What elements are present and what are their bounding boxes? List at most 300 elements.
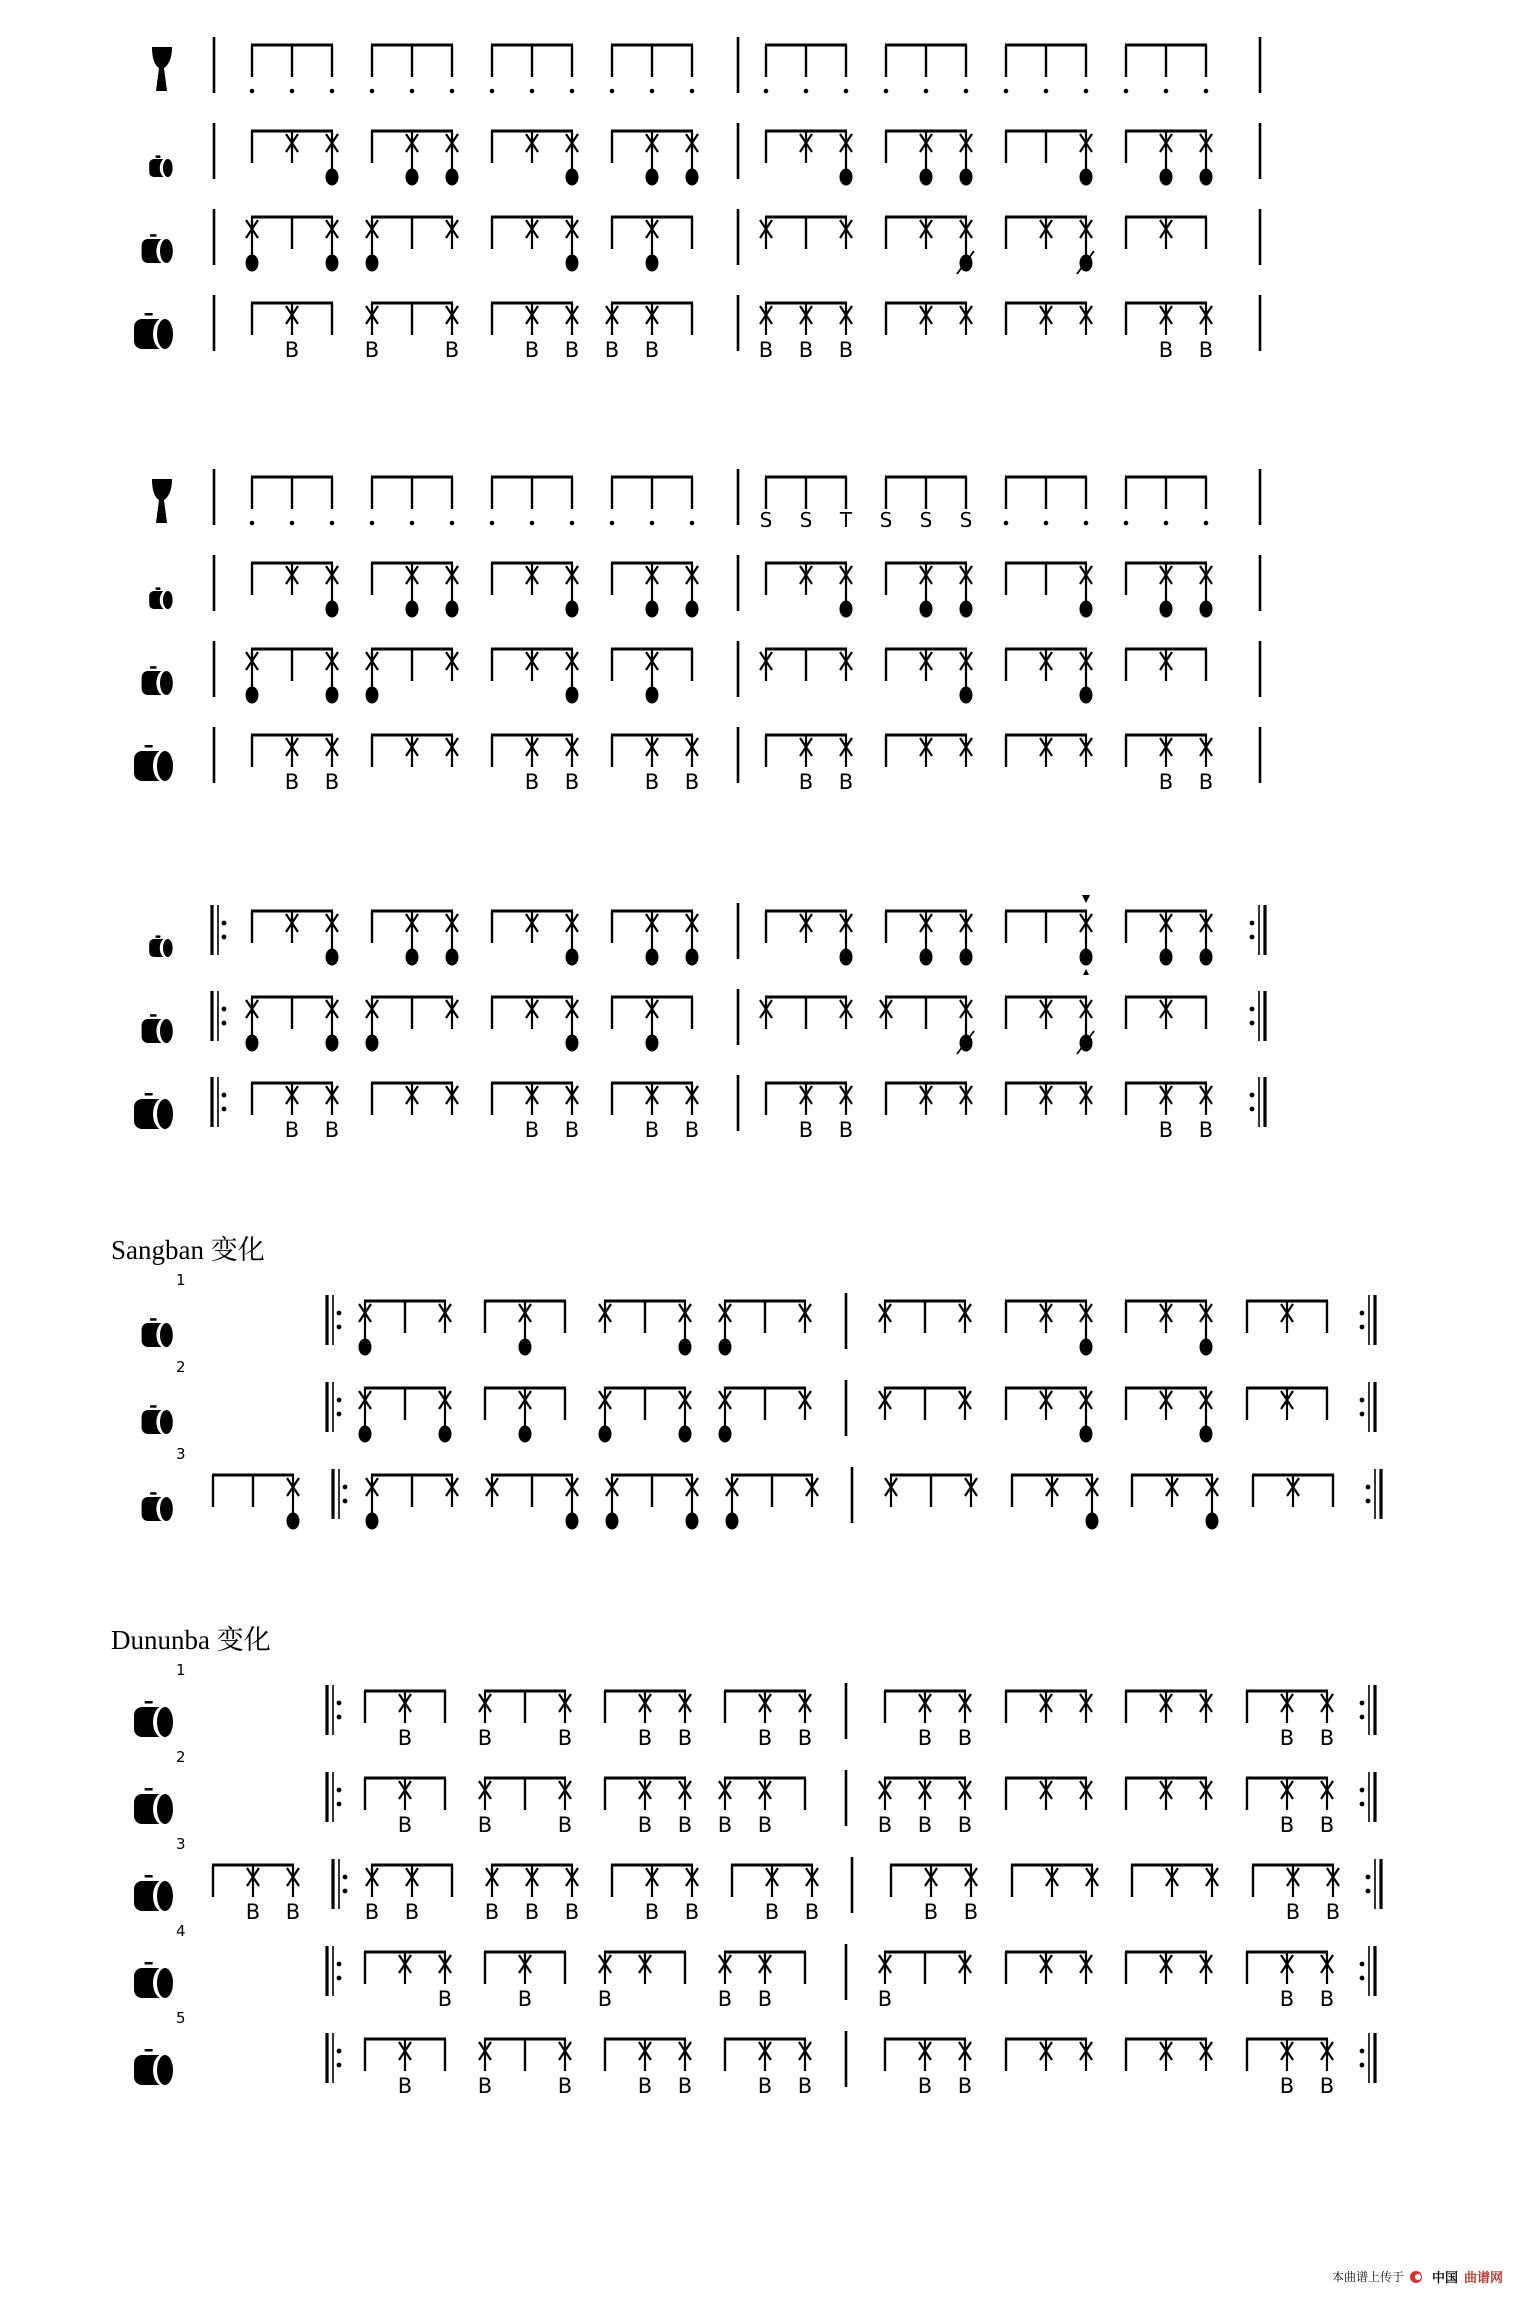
kenkeni-icon	[149, 935, 174, 958]
slap-letter: S	[959, 508, 973, 532]
pulse	[960, 303, 972, 335]
bass-letter: B	[1319, 1813, 1335, 1837]
pulse	[285, 735, 299, 794]
open-stroke-dot	[439, 1426, 452, 1443]
pulse	[1040, 1301, 1052, 1333]
pulse	[920, 563, 933, 618]
beat-group	[598, 1952, 686, 2011]
open-stroke-dot	[719, 1339, 732, 1356]
open-stroke-dot	[1080, 949, 1093, 966]
pulse	[650, 45, 655, 93]
open-stroke-dot	[366, 1035, 379, 1052]
beat-group	[371, 911, 459, 966]
watermark-footer	[1332, 2267, 1503, 2286]
pulse	[799, 1083, 813, 1142]
repeat-start-sign	[327, 1772, 341, 1822]
dununba-variations	[134, 1661, 1381, 2098]
sangban-icon	[142, 1492, 175, 1522]
beat-group	[246, 649, 339, 704]
pulse	[1320, 2039, 1334, 2098]
rest-dot	[1164, 89, 1169, 94]
bass-letter: B	[838, 338, 854, 362]
bass-letter: B	[804, 1900, 820, 1924]
bass-letter: B	[717, 1987, 733, 2011]
open-stroke-dot	[1160, 601, 1173, 618]
pulse	[1080, 563, 1093, 618]
bass-letter: B	[557, 2074, 573, 2098]
variation-number: 1	[176, 1661, 186, 1679]
beat-group	[250, 45, 335, 93]
bass-letter: B	[798, 1118, 814, 1142]
beat-group	[880, 997, 974, 1054]
pulse	[478, 2039, 492, 2098]
pulse	[884, 45, 889, 93]
open-stroke-dot	[246, 687, 259, 704]
rest-dot	[1084, 89, 1089, 94]
open-stroke-dot	[1086, 1513, 1099, 1530]
pulse	[566, 997, 579, 1052]
pulse	[679, 1388, 692, 1443]
rest-dot	[964, 89, 969, 94]
beat-group	[606, 1475, 699, 1530]
pulse	[650, 477, 655, 525]
rest-dot	[1044, 89, 1049, 94]
variation-number: 3	[176, 1445, 186, 1463]
pulse	[686, 131, 699, 186]
variation-row-2	[142, 1358, 1375, 1443]
bass-letter: B	[324, 1118, 340, 1142]
beat-group	[879, 1388, 971, 1420]
repeat-end-sign	[1250, 991, 1265, 1041]
pulse	[760, 997, 772, 1029]
bass-letter: B	[1279, 2074, 1295, 2098]
beat-group	[1246, 1691, 1334, 1750]
bass-letter: B	[963, 1900, 979, 1924]
beat-group	[604, 1691, 692, 1750]
beat-group	[484, 1952, 566, 2011]
pulse	[840, 563, 853, 618]
bass-letter: B	[877, 1987, 893, 2011]
pulse	[646, 217, 659, 272]
pulse	[530, 477, 535, 525]
bass-letter: B	[684, 1900, 700, 1924]
slap-letter: S	[879, 508, 893, 532]
pulse	[605, 303, 619, 362]
bass-letter: B	[477, 1813, 493, 1837]
pulse	[446, 217, 458, 249]
bass-letter: B	[284, 770, 300, 794]
pulse	[1084, 45, 1089, 93]
pulse	[1200, 1691, 1212, 1723]
pulse	[1080, 131, 1093, 186]
beat-group	[1005, 1388, 1093, 1443]
repeat-end-sign	[1366, 1469, 1381, 1519]
pulse	[798, 2039, 812, 2098]
beat-group	[599, 1301, 692, 1356]
pulse	[1326, 1865, 1340, 1924]
bass-letter: B	[1279, 1726, 1295, 1750]
pulse	[638, 1691, 652, 1750]
open-stroke-dot	[840, 949, 853, 966]
beat-group	[1125, 2039, 1212, 2071]
pulse	[840, 131, 853, 186]
beat-group	[359, 1388, 452, 1443]
repeat-end-sign	[1250, 905, 1265, 955]
bass-letter: B	[637, 2074, 653, 2098]
beat-group	[365, 1865, 453, 1924]
variation-number: 2	[176, 1358, 186, 1376]
rest-dot	[330, 521, 335, 526]
open-stroke-dot	[1160, 169, 1173, 186]
open-stroke-dot	[646, 255, 659, 272]
open-stroke-dot	[446, 169, 459, 186]
pulse	[760, 649, 772, 681]
staff-dununba	[134, 295, 1260, 362]
open-stroke-dot	[679, 1426, 692, 1443]
beat-group	[1252, 1865, 1340, 1924]
bass-letter: B	[637, 1726, 653, 1750]
variation-number: 1	[176, 1271, 186, 1289]
rest-dot	[250, 89, 255, 94]
pulse	[759, 303, 773, 362]
pulse	[1200, 2039, 1212, 2071]
repeat-end-sign	[1360, 1382, 1375, 1432]
pulse	[1086, 1865, 1098, 1897]
open-stroke-dot	[686, 169, 699, 186]
djembe-icon	[152, 47, 172, 91]
bass-letter: B	[917, 1726, 933, 1750]
pulse	[1040, 1083, 1052, 1115]
staff-kenkeni	[149, 555, 1260, 618]
pulse	[399, 1952, 411, 1984]
open-stroke-dot	[840, 169, 853, 186]
pulse	[1206, 1475, 1219, 1530]
pulse	[958, 1778, 972, 1837]
pulse	[359, 1388, 372, 1443]
beat-group	[1252, 1475, 1334, 1507]
pulse	[1200, 911, 1213, 966]
pulse	[686, 563, 699, 618]
pulse	[566, 131, 579, 186]
pulse	[1200, 1778, 1212, 1810]
beat-group	[1125, 1083, 1213, 1142]
pulse	[1160, 1952, 1172, 1984]
beat-group	[885, 1083, 972, 1115]
beat-group	[885, 1475, 977, 1507]
beat-group	[611, 649, 693, 704]
open-stroke-dot	[326, 169, 339, 186]
beat-group	[1131, 1865, 1218, 1897]
pulse	[365, 1865, 379, 1924]
pulse	[920, 131, 933, 186]
open-stroke-dot	[726, 1513, 739, 1530]
bass-letter: B	[1198, 770, 1214, 794]
open-stroke-dot	[446, 601, 459, 618]
beat-group	[880, 477, 973, 532]
beat-group	[890, 1865, 978, 1924]
upload-text: 本曲谱上传于	[1331, 2270, 1404, 2284]
open-stroke-dot	[366, 255, 379, 272]
system-1	[134, 37, 1260, 362]
pulse	[758, 1691, 772, 1750]
pulse	[1080, 1301, 1093, 1356]
staff-sangban	[142, 641, 1260, 704]
rest-dot	[370, 521, 375, 526]
rest-dot	[530, 521, 535, 526]
pulse	[958, 2039, 972, 2098]
variation-row-4	[134, 1922, 1375, 2011]
staff-dununba	[134, 1075, 1265, 1142]
beat-group	[1005, 649, 1093, 704]
bass-letter: B	[644, 770, 660, 794]
rest-dot	[290, 521, 295, 526]
beat-group	[885, 217, 974, 274]
open-stroke-dot	[920, 169, 933, 186]
bass-letter: B	[437, 1987, 453, 2011]
beat-group	[246, 997, 339, 1052]
pulse	[1164, 477, 1169, 525]
pulse	[839, 303, 853, 362]
bass-letter: B	[684, 770, 700, 794]
sangban-variations	[142, 1271, 1381, 1530]
pulse	[924, 1865, 938, 1924]
open-stroke-dot	[1080, 1426, 1093, 1443]
pulse	[325, 1083, 339, 1142]
dununba-icon	[134, 2049, 175, 2087]
djembe-icon	[152, 479, 172, 523]
open-stroke-dot	[646, 949, 659, 966]
bass-letter: B	[923, 1900, 939, 1924]
pulse	[1280, 1778, 1294, 1837]
bass-letter: B	[757, 1813, 773, 1837]
beat-group	[1005, 563, 1093, 618]
pulse	[690, 477, 695, 525]
pulse	[285, 1083, 299, 1142]
pulse	[565, 1865, 579, 1924]
beat-group	[484, 1388, 566, 1443]
beat-group	[718, 1778, 806, 1837]
pulse	[410, 477, 415, 525]
beat-group	[1125, 563, 1213, 618]
open-stroke-dot	[566, 601, 579, 618]
pulse	[958, 1691, 972, 1750]
pulse	[525, 1865, 539, 1924]
rest-dot	[1044, 521, 1049, 526]
pulse	[646, 911, 659, 966]
pulse	[490, 477, 495, 525]
pulse	[566, 911, 579, 966]
rest-dot	[1004, 521, 1009, 526]
beat-group	[366, 997, 459, 1052]
pulse	[439, 1301, 451, 1333]
beat-group	[604, 1778, 692, 1837]
pulse	[959, 1301, 971, 1333]
pulse	[326, 997, 339, 1052]
repeat-end-sign	[1360, 1946, 1375, 1996]
pulse	[800, 911, 812, 943]
bass-letter: B	[677, 1813, 693, 1837]
bass-letter: B	[245, 1900, 261, 1924]
beat-group	[212, 1865, 300, 1924]
rest-dot	[884, 89, 889, 94]
pulse	[920, 1083, 932, 1115]
pulse	[685, 1083, 699, 1142]
pulse	[326, 131, 339, 186]
pulse	[330, 477, 335, 525]
open-stroke-dot	[326, 601, 339, 618]
bass-letter: B	[557, 1813, 573, 1837]
pulse	[799, 1301, 811, 1333]
pulse	[646, 131, 659, 186]
pulse	[1080, 911, 1093, 966]
pulse	[1200, 1388, 1213, 1443]
pulse	[446, 131, 459, 186]
beat-group	[251, 563, 339, 618]
pulse	[718, 1952, 732, 2011]
bass-letter: B	[284, 338, 300, 362]
beat-group	[1125, 911, 1213, 966]
beat-group	[484, 1301, 566, 1356]
beat-group	[1004, 45, 1089, 93]
pulse	[920, 217, 932, 249]
beat-group	[724, 1691, 812, 1750]
pulse	[570, 477, 575, 525]
brand-name-a: 中国	[1431, 2271, 1458, 2286]
open-stroke-dot	[1200, 1339, 1213, 1356]
pulse	[1080, 649, 1093, 704]
bass-letter: B	[798, 338, 814, 362]
rest-dot	[370, 89, 375, 94]
repeat-end-sign	[1366, 1859, 1381, 1909]
bass-letter: B	[757, 1726, 773, 1750]
pulse	[1046, 1865, 1058, 1897]
pulse	[678, 1691, 692, 1750]
variation-row-3	[134, 1835, 1381, 1924]
pulse	[438, 1952, 452, 2011]
beat-group	[364, 1691, 446, 1750]
beat-group	[1011, 1865, 1098, 1897]
beat-group	[366, 1475, 459, 1530]
pulse	[964, 45, 969, 93]
open-stroke-dot	[960, 949, 973, 966]
open-stroke-dot	[566, 1513, 579, 1530]
open-stroke-dot	[1080, 601, 1093, 618]
pulse	[526, 997, 538, 1029]
rest-dot	[690, 521, 695, 526]
open-stroke-dot	[646, 687, 659, 704]
pulse	[1040, 649, 1052, 681]
repeat-start-sign	[212, 1077, 226, 1127]
bass-letter: B	[397, 2074, 413, 2098]
pulse	[646, 649, 659, 704]
bass-letter: B	[444, 338, 460, 362]
bass-letter: B	[285, 1900, 301, 1924]
beat-group	[1246, 1388, 1328, 1420]
pulse	[406, 735, 418, 767]
staff-djembe	[152, 469, 1260, 532]
pulse	[638, 2039, 652, 2098]
beat-group	[718, 1952, 806, 2011]
beat-group	[1246, 1778, 1334, 1837]
pulse	[406, 1083, 418, 1115]
pulse	[558, 1778, 572, 1837]
sangban-icon	[142, 234, 175, 264]
pulse	[525, 303, 539, 362]
beat-group	[1005, 1691, 1092, 1723]
beat-group	[611, 911, 699, 966]
pulse	[1077, 217, 1094, 274]
pulse	[1160, 1388, 1172, 1420]
beat-group	[371, 563, 459, 618]
bass-letter: B	[364, 338, 380, 362]
bass-letter: B	[1198, 338, 1214, 362]
rest-dot	[570, 89, 575, 94]
rest-dot	[570, 521, 575, 526]
pulse	[918, 1691, 932, 1750]
dununba-icon	[134, 313, 175, 351]
beat-group	[611, 217, 693, 272]
pulse	[565, 303, 579, 362]
pulse	[1084, 477, 1089, 525]
beat-group	[364, 1952, 452, 2011]
repeat-end-sign	[1360, 1295, 1375, 1345]
pulse	[645, 303, 659, 362]
open-stroke-dot	[686, 949, 699, 966]
pulse	[325, 735, 339, 794]
bass-letter: B	[798, 770, 814, 794]
repeat-end-sign	[1360, 2033, 1375, 2083]
rest-dot	[1084, 521, 1089, 526]
pulse	[450, 45, 455, 93]
pulse	[960, 911, 973, 966]
pulse	[610, 477, 615, 525]
beat-group	[370, 45, 455, 93]
rest-dot	[1204, 521, 1209, 526]
kenkeni-icon	[149, 587, 174, 610]
bass-letter: B	[604, 338, 620, 362]
pulse	[918, 2039, 932, 2098]
sangban-icon	[142, 666, 175, 696]
pulse	[366, 997, 379, 1052]
pulse	[765, 1865, 779, 1924]
sangban-icon	[142, 1318, 175, 1348]
pulse	[1040, 997, 1052, 1029]
beat-group	[1131, 1475, 1219, 1530]
pulse	[610, 45, 615, 93]
rest-dot	[250, 521, 255, 526]
beat-group	[491, 911, 579, 966]
beat-group	[250, 477, 335, 525]
bass-letter: B	[917, 1813, 933, 1837]
beat-group	[1005, 1301, 1093, 1356]
beat-group	[611, 1865, 699, 1924]
bass-letter: B	[364, 1900, 380, 1924]
pulse	[526, 217, 538, 249]
sangban-variations-title: Sangban 变化	[111, 1235, 265, 1265]
beat-group	[478, 1778, 572, 1837]
pulse	[446, 911, 459, 966]
beat-group	[491, 649, 579, 704]
repeat-end-sign	[1360, 1772, 1375, 1822]
pulse	[326, 563, 339, 618]
pulse	[1004, 477, 1009, 525]
pulse	[566, 563, 579, 618]
open-stroke-dot	[1200, 601, 1213, 618]
open-stroke-dot	[1160, 949, 1173, 966]
pulse	[1199, 303, 1213, 362]
variation-row-3	[142, 1445, 1381, 1530]
pulse	[678, 2039, 692, 2098]
